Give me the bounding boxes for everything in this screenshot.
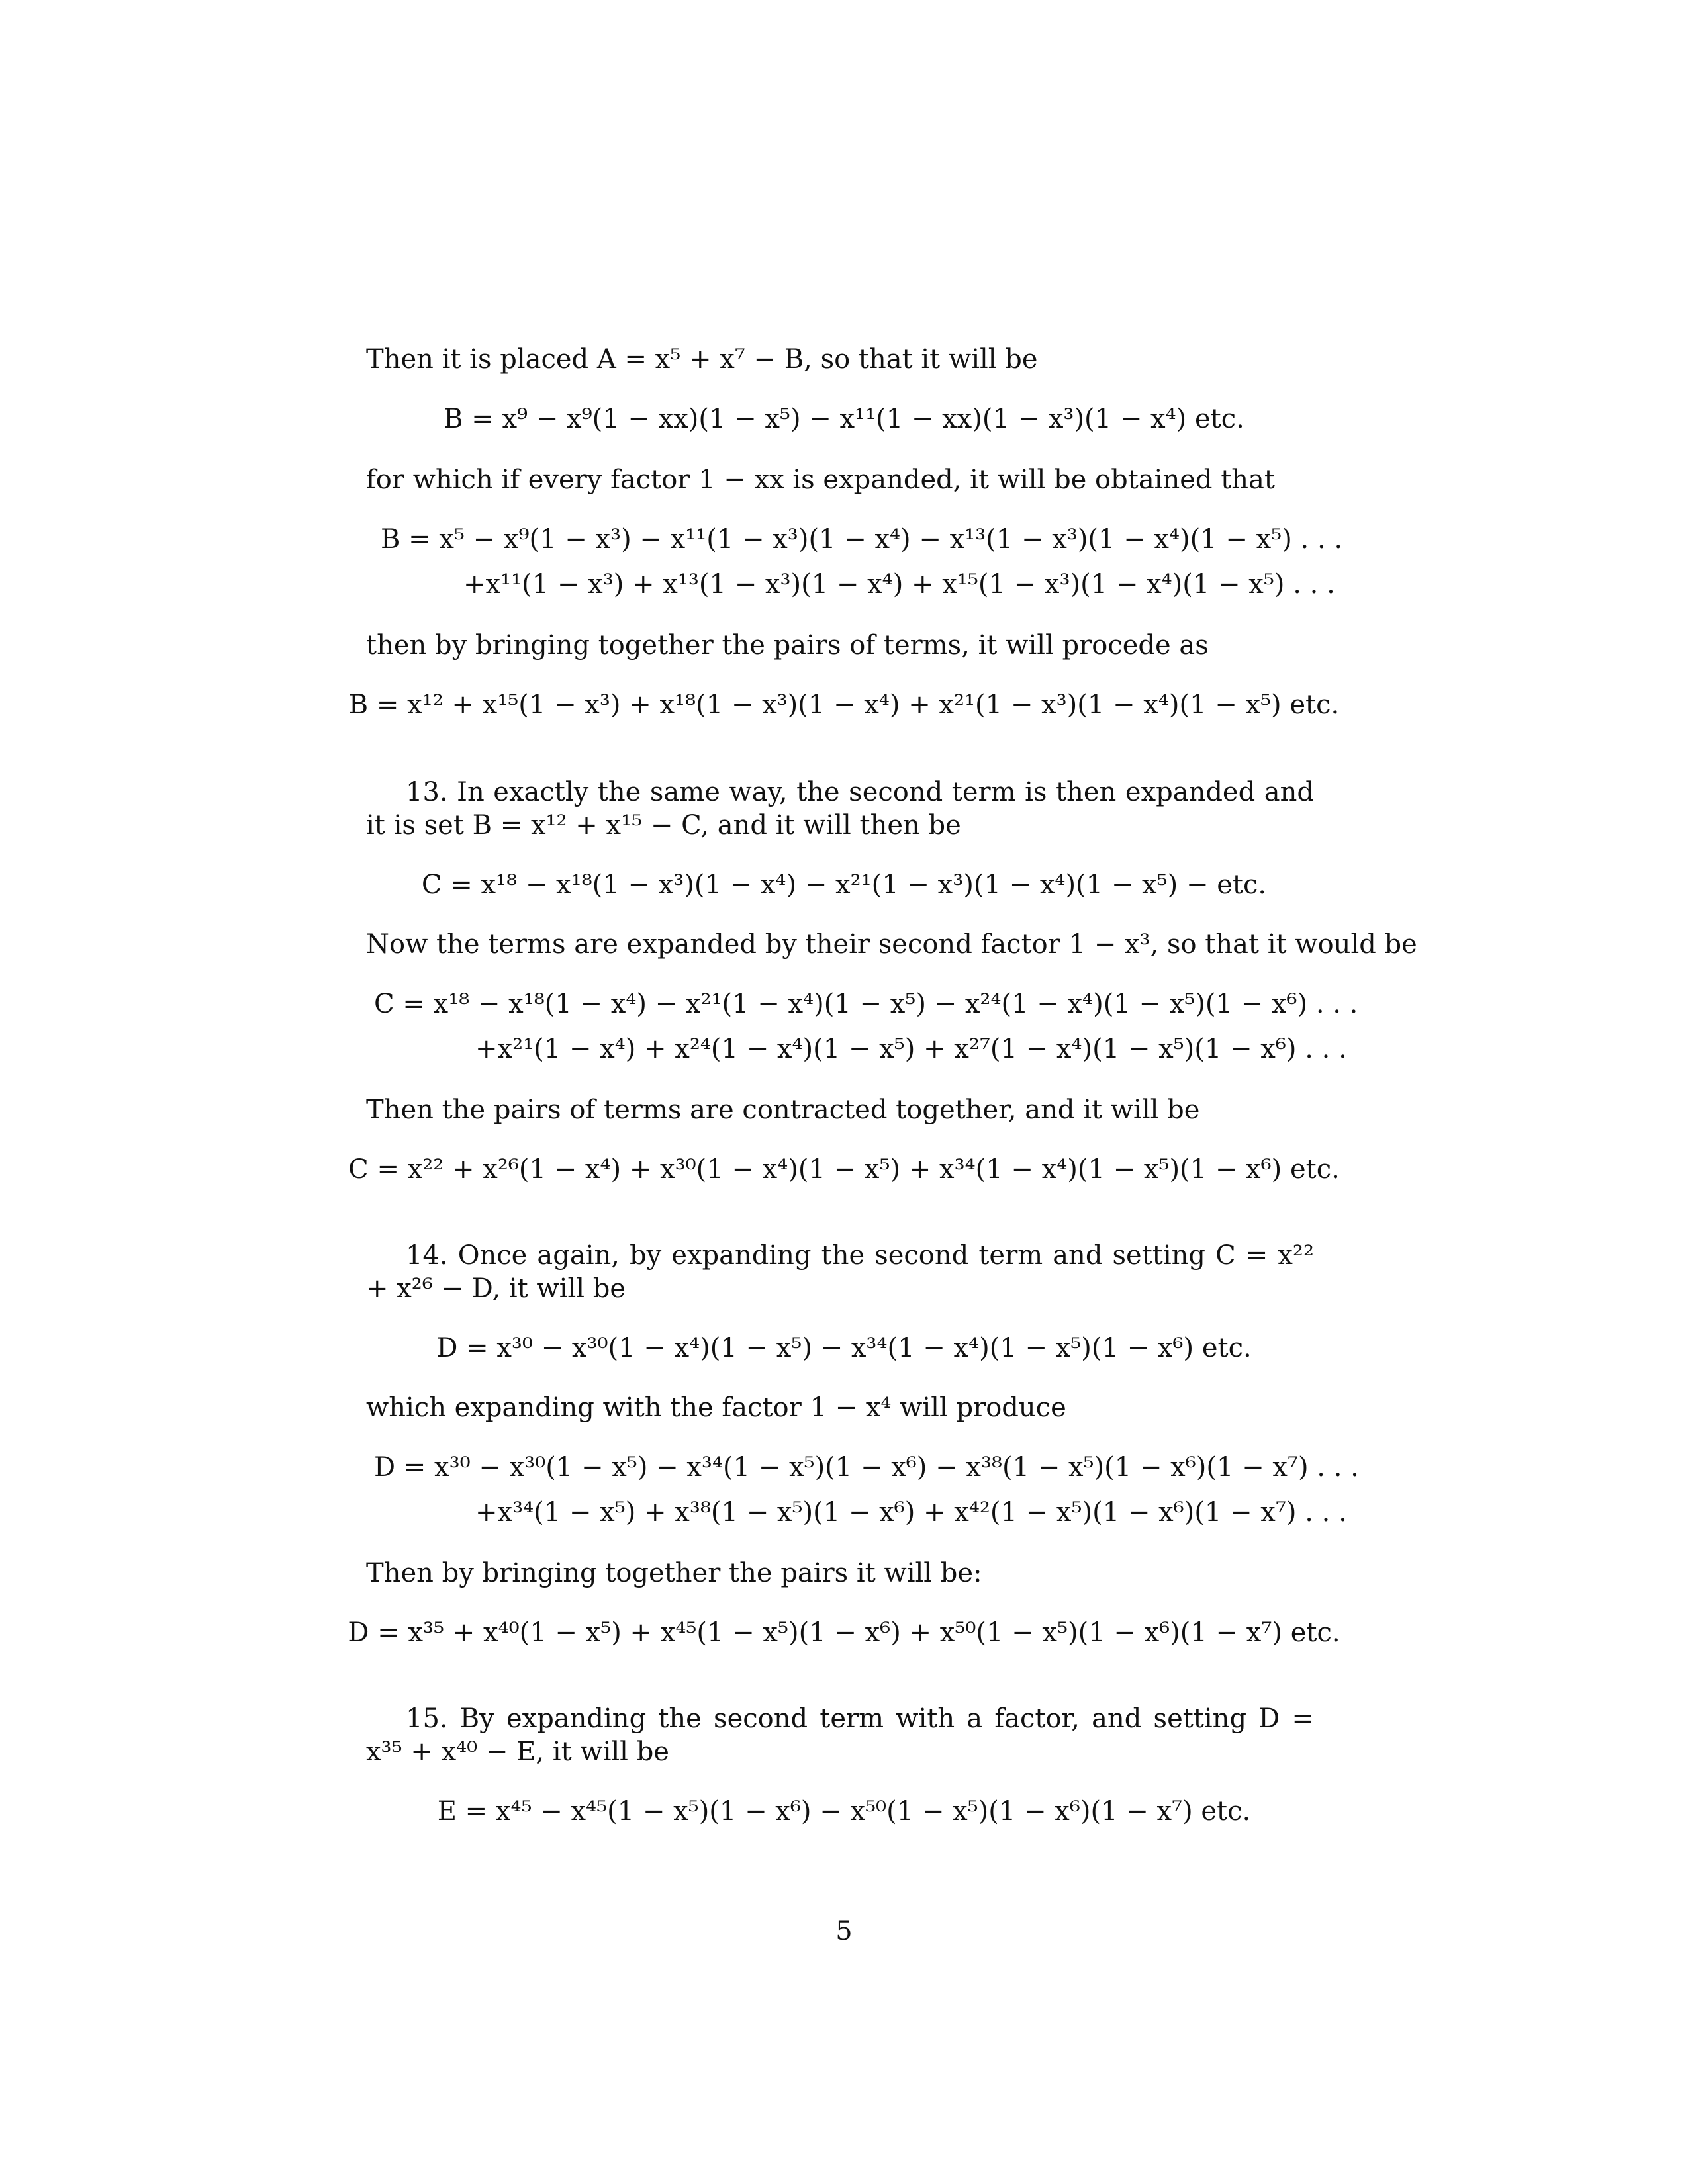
text-contracted: Then the pairs of terms are contracted together, and it will be (366, 1095, 1200, 1125)
paragraph-15: 15. By expanding the second term with a factor, and setting D = x³⁵ + x⁴⁰ − E, it will be (366, 1704, 1314, 1767)
text-bringing-pairs: Then by bringing together the pairs it will be: (366, 1558, 982, 1588)
equation-e-definition: E = x⁴⁵ − x⁴⁵(1 − x⁵)(1 − x⁶) − x⁵⁰(1 − x⁵)(1 − x⁶)(1 − x⁷) etc. (437, 1796, 1251, 1827)
text-expand-factor: for which if every factor 1 − xx is expanded, it will be obtained that (366, 465, 1275, 495)
equation-b-expanded-line2: +x¹¹(1 − x³) + x¹³(1 − x³)(1 − x⁴) + x¹⁵(1 − x³)(1 − x⁴)(1 − x⁵) . . . (463, 569, 1335, 600)
equation-d-expanded-line2: +x³⁴(1 − x⁵) + x³⁸(1 − x⁵)(1 − x⁶) + x⁴²(1 − x⁵)(1 − x⁶)(1 − x⁷) . . . (475, 1497, 1347, 1527)
equation-d-expanded-line1: D = x³⁰ − x³⁰(1 − x⁵) − x³⁴(1 − x⁵)(1 − x⁶) − x³⁸(1 − x⁵)(1 − x⁶)(1 − x⁷) . . . (374, 1452, 1359, 1482)
text-second-factor: Now the terms are expanded by their second factor 1 − x³, so that it would be (366, 929, 1417, 960)
page-number: 5 (835, 1916, 853, 1946)
text-intro: Then it is placed A = x⁵ + x⁷ − B, so that it will be (366, 344, 1038, 375)
equation-d-definition: D = x³⁰ − x³⁰(1 − x⁴)(1 − x⁵) − x³⁴(1 − x⁴)(1 − x⁵)(1 − x⁶) etc. (436, 1333, 1252, 1363)
equation-b-definition: B = x⁹ − x⁹(1 − xx)(1 − x⁵) − x¹¹(1 − xx)(1 − x³)(1 − x⁴) etc. (444, 404, 1244, 434)
equation-c-result: C = x²² + x²⁶(1 − x⁴) + x³⁰(1 − x⁴)(1 − x⁵) + x³⁴(1 − x⁴)(1 − x⁵)(1 − x⁶) etc. (348, 1154, 1340, 1185)
equation-d-result: D = x³⁵ + x⁴⁰(1 − x⁵) + x⁴⁵(1 − x⁵)(1 − x⁶) + x⁵⁰(1 − x⁵)(1 − x⁶)(1 − x⁷) etc. (348, 1617, 1340, 1648)
equation-b-result: B = x¹² + x¹⁵(1 − x³) + x¹⁸(1 − x³)(1 − x⁴) + x²¹(1 − x³)(1 − x⁴)(1 − x⁵) etc. (348, 690, 1340, 720)
paragraph-14: 14. Once again, by expanding the second term and setting C = x²² + x²⁶ − D, it will be (366, 1240, 1314, 1304)
equation-b-expanded-line1: B = x⁵ − x⁹(1 − x³) − x¹¹(1 − x³)(1 − x⁴) − x¹³(1 − x³)(1 − x⁴)(1 − x⁵) . . . (381, 524, 1343, 555)
text-factor-produce: which expanding with the factor 1 − x⁴ will produce (366, 1392, 1066, 1423)
equation-c-expanded-line1: C = x¹⁸ − x¹⁸(1 − x⁴) − x²¹(1 − x⁴)(1 − x⁵) − x²⁴(1 − x⁴)(1 − x⁵)(1 − x⁶) . . . (374, 989, 1358, 1019)
text-bringing-together: then by bringing together the pairs of terms, it will procede as (366, 630, 1209, 660)
equation-c-expanded-line2: +x²¹(1 − x⁴) + x²⁴(1 − x⁴)(1 − x⁵) + x²⁷(1 − x⁴)(1 − x⁵)(1 − x⁶) . . . (475, 1034, 1347, 1064)
equation-c-definition: C = x¹⁸ − x¹⁸(1 − x³)(1 − x⁴) − x²¹(1 − x³)(1 − x⁴)(1 − x⁵) − etc. (421, 870, 1267, 900)
paragraph-13: 13. In exactly the same way, the second term is then expanded and it is set B = x¹² + x¹⁵ − C, and it will then be (366, 777, 1314, 841)
